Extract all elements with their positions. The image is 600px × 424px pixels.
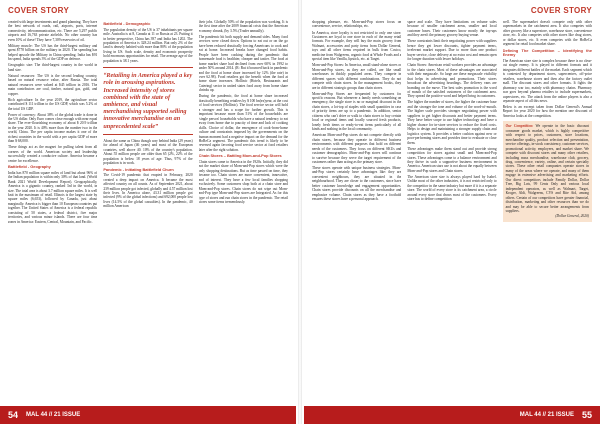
pull-quote: “Retailing in America played a key role in arousing aspirations. Increased intensity of stores combined with the state of ambience, and visual merchandising supported selling innovative merchandise on an unprecedented scale”: [103, 67, 192, 135]
right-page-header: [304, 0, 600, 18]
right-page-footer: [304, 406, 600, 424]
right-column-1: [312, 20, 401, 402]
excerpt-text: We operate in the basic discount consumer goods market, which is highly competitive with respect to prices, customers, store locations, merchandise quality, product selection and presentation, service offerings, in-stock consistency, customer services, promotional activity, employees, and market share. We compete with discount stores and many other retailers, including mass merchandise, warehouse club, grocery, drug, convenience, variety, online, and certain specialty stores. These other retail companies operate stores in many of the areas where we operate, and many of them engage in extensive advertising and marketing efforts. Our direct competitors include Family Dollar, Dollar Tree, Big Lots, 99 Cents Only and various local independent operators, as well as Walmart, Target, Kroger, Aldi, Walgreens, CVS and Rite Aid, among others. Certain of our competitors have greater financial, distribution, marketing and other resources than we do and may be able to secure better arrangements from suppliers.: [505, 124, 589, 213]
subhead-geography: Battlefield - Geography: [8, 164, 51, 170]
issue-label: MAL 44 // 21 ISSUE: [26, 412, 81, 418]
paragraph: These stores operate with unique business strategies. Mom-and-Pop stores certainly have advantages like: they are convenient neighbours, they are situated in the neighbourhood. They are closer to the customers, since have better customer knowledge and engagement opportunities. Chain stores provide discounts on all the merchandise and emphasize volume. Chain stores as they have a foothold ensures these stores have a personal approach.: [312, 166, 402, 202]
paragraph: Natural resources: The US is the second leading country, based on natural resource value, after Russia. The total natural resources were valued at $45 trillion in 2016. The main contributors are coal, timber, natural gas, gold, and copper.: [8, 73, 98, 96]
left-column-3: [199, 20, 288, 402]
subhead-competition: Defining The Competition – Identifying the Enemy: [502, 47, 592, 58]
paragraph: Chain stores came to America in the 1920s. Initially, they did not the market share of Mom-and-Pop stores which were the only shopping destinations. But as time passed on time, they became too. Chain stores are more convenient, innovative, and of interest. They have a few local families shopping exclusively. Some customers shop both at a chain store and Mom-and-Pop stores. Chain stores do not wipe out Mom-and-Pop type Mom-and-Pop stores are Integrated. As for this type of stores and run chain stores in the pandemic. The retail stores some items tremendously.: [198, 159, 288, 204]
issue-label: MAL 44 // 21 ISSUE: [519, 412, 574, 418]
paragraph: Chain Stores: American retail workers provides an advantage to the chain stores. Most of these advantages are associated with their megascale. So large are these megascale visibility that helps in advertising and promotions. Their stores broadcast the advertising heardings. The delivery vans are branding on the move. The best sales promotion is the word of mouth of the satisfied customers of the catchment area. They spread the positive word and helped bring in customers.: [407, 63, 497, 99]
section-label: COVER STORY: [530, 5, 592, 15]
paragraph: American Mom-and-Pop stores do not compete directly with chain stores, because they operate in different business environments with different purposes that hold on different needs of the customers. They focus on different SKUs and customer demographics. Mom-and-Pop stores will continue to survive because they serve the target requirement of the customers rather than acting as the primary store.: [312, 133, 402, 164]
paragraph: Power of currency: About 38% of the global trade is done in the US dollar. Only Euro comes close enough with near equal share. The ever-flourishing economy of about $ 20.9 trillion in the year 2020. It is 40% more than the number two in the world, China. The per capita income makes it one of the richest countries in the world with a per capita GDP of more than $ 68,000.: [8, 112, 98, 144]
paragraph: The Covid-19 pandemic that erupted in February, 2020 created a deep impact on America. It became the most affected country on all counts. As of September 2021, about 239 million people got infected, globally and 4.57 million lost their lives. In America alone, 43.31 million people got infected (9% of the global infections) and 692,000 people lost lives (14.5% of the global casualties). In the pandemic, 40 million American: [103, 173, 193, 209]
right-column-2: [407, 20, 496, 402]
subhead-chain-stores: Chain Stores – Battling Mom-and-Pop Stores: [198, 153, 282, 159]
subhead-demographic: Battlefield - Demographic: [103, 21, 151, 26]
paragraph: The pandemic hit both supply and demand sides. Many food services were closed down. Options to eat out or on the go have been reduced drastically forcing Americans to cook and eat at home. Increased breaks have changed food habits. People have been cooking during the pandemic that homemade food is healthier, cheaper and tastier. The food at home market share had declined from over 60% in 1992 to under 50% around 2014. (R: But it bounced back in pandemic and the food at home share increased by 12% (the rate) in over 62.98). Food retailers got the benefit when the food at home share increases. Hollinic (Hotels, Restaurants and Catering) sector in united states food away from home share shrinks up.: [198, 34, 288, 93]
spine-gutter: [298, 0, 302, 424]
left-column-2: [103, 20, 192, 402]
paragraph: These advantages make them stand out and provide strong competition for stores against small and Mom-and-Pop stores. These advantages come to a balance environment and they thrive in such a supportive business environment in America. American stars use is not about the equally between Mom-and-Pop stores and Chain stores.: [407, 146, 497, 173]
left-page-footer: [0, 406, 296, 424]
paragraph: The American store size is complex because there is no clear-cut single enemy. It is played in different formats and it integrates different battles of the market. Each segment which is contested by department stores, supercentres, off-price retailers, warehouse stores and then also the factory outlet mall. The discount stores and other formats. It fights the pharmacy war too, mainly with pharmacy chains. Pharmacy war goes beyond pharma retailers to include supermarkets, superstores, etc. The attack from the online players is also a separate aspect of all this news.: [502, 58, 592, 103]
competition-excerpt-box: [503, 121, 592, 222]
subhead-pandemic: Pandemic - Initiating Battlefield Churn: [103, 166, 174, 172]
paragraph: Geographic size: The third-largest country in the world in land size.: [8, 63, 98, 72]
paragraph: Mom-and-Pop Stores: In America, small stand-alone stores or Mom-and-Pop stores, as they are called, are like small warehouses in thickly populated areas. They compete in different spaces with different combinations. They do not compete with chain stores. In the management books, they are in different strategic groups than chain stores.: [312, 63, 402, 90]
left-column-1: [8, 20, 97, 402]
paragraph: These things act as the magnet for pulling talent from all corners of the world. American society and leadership successfully created a conducive culture. America became a centre for excellence.: [8, 145, 98, 163]
paragraph: The American store size is always played hard by Isabel. Unlike most of the other industries, it is not restricted only to the competitor in the same industry but more if it is a separate store. The world of every store is its catchment area, a circle around every store that draws most of the customers. Every store has to define competition: [407, 174, 497, 202]
paragraph: Below is an excerpt taken from Dollar General's Annual Report for year 2020 for how the mention one discount of America looks at the competition.: [502, 105, 592, 118]
paragraph: About the same as China though way behind India (29 years) for ahead of Japan (46 years) and most of the European countries, well above 40. 10% of the country's population. About 55 million people are older than 65 (2%, 22% of the population is below 18 years of age. Thus, 97% of the population is in work.: [103, 138, 193, 166]
paragraph: The population density of the US is 37 inhabitants per square mile. Australia is at 8, Canada at 11 or Russia at 23. Putting it in better perspective, China has 397 and India has 1202. The population of America is 328.24 million. But only 2% of the land is densely habited with more than 80% of the population living in US. Such scale, density and economic prosperity hold enormous opportunities for retail. The average age of the population is 38.1 years.: [103, 27, 193, 63]
left-page-columns: [8, 20, 288, 402]
paragraph: well. The supermarket doesn't compete only with other supermarkets in the catchment area. It also competes with other grocery like a superstore, warehouse store, convenience store, etc. It also competes with other stores like drug stores, or dollar stores, etc. It even competes with the HoReCa segment for retail food market share.: [502, 20, 592, 47]
right-page: [304, 0, 600, 424]
paragraph: space and scale. They have limitations on volume sales because of smaller catchment areas, smaller and local customer bases. Their customers know mostly the top-ups and they aren't the primary grocery buying venue.: [407, 20, 497, 38]
paragraph: Rich agriculture: In the year 2019, the agriculture sector contributed $ 111 trillion to the US GDP, which was 5.2% of the total US GDP.: [8, 97, 98, 111]
paragraph: India has 870 million square miles of land but about 96% of the Indian population is within only 30% of that land. (World Bank 2021 World Development Report). Geographically, America is a gigantic country, ranked 3rd in the world, in size. The total area is about 3.7 million square miles. It is well knit in the maximum of retail. Illinois is the largest state by square miles (6,653), followed by Canada, just about marginally. America is bigger than 10 European countries put together. The United States of America is a federal republic consisting of 50 states, a federal district, five major territories, and various minor islands. There are four time zones in America: Eastern, Central, Mountain, and Pacific.: [8, 170, 98, 224]
paragraph: created with large investments and grand planning. They have the best network of roads, rail, airports, ports, internet connectivity, telecommunication, etc. There are 5,297 public airports and 16,763 private airfields. No other country has even 10% of these! They have 7,309 reservoirs of oil.: [8, 20, 98, 42]
paragraph: These constraints limit their negotiating power with suppliers hence they get lower discounts, tighter payment terms, irrelevant market support. Due to more than one product buyer service, close delivery at no extra cost and remain open for longer duration with lesser holidays.: [407, 39, 497, 62]
paragraph: In America, store loyalty is not restricted to only one store. Customers are loyal to one store in each of the many retail formats. For example, they will buy the main grocery from Walmart, accessories and party items from Dollar General, toys and all other items required in bulk from Costco, medicine from Walgreens, organic food at Whole Foods and a special item like Vanilla, lipstick, etc. at Target.: [312, 30, 402, 62]
right-column-3: [503, 20, 592, 402]
paragraph: their jobs. Globally 50% of the population was working. It is the first time after the 2009 financial crisis that the American economy shrunk, (by 3.5% (Trader annually).: [198, 20, 288, 33]
page-number: 55: [581, 410, 592, 420]
excerpt-source: (Dollar General, 2020): [555, 214, 589, 219]
paragraph: Mom-and-Pop Stores are frequented by customers for specific reasons. But whenever a family needs something on emergency, the single store is no or marginal discount in the chain stores, a lot-top of staples with small quantities in case of priority items are up to a pandemic. In addition, senior citizens who can't drive or walk to chain stores to buy certain local or regional items and locally sourced fresh products, lonely fresh items or ready-to-eat items particularly of all kinds and nothing in the local community.: [312, 91, 402, 132]
left-page-header: [0, 0, 296, 18]
page-number: 54: [8, 410, 19, 420]
paragraph: Military muscle: The US has the third-largest military and spent $778 billion on the military in 2020. The spending has helped upscale the Military in China spending. India has $91 bn spend, India spends 3% of the GDP on defence.: [8, 43, 98, 62]
paragraph: shopping pleasure, etc. Mom-and-Pop stores focus on convenience, service, relationships, etc.: [312, 20, 402, 29]
right-page-columns: [312, 20, 592, 402]
paragraph: During the pandemic, the food at home share increased drastically benefiting retailers by $ 100 bn(ex)year, at the cost of food services (Hollinic). The food service sector will hold a stronger and has a scope for further growth. This is important because more than 51% of the households are 'single person' households who have a natural tendency to eat away from home due to paucity of time and lack of cooking skills. Choice of dollar, the emergence of cook-from-home culture and constraints imposed by the governments on the human moment had a negative impact on the demand for the HoReCa segment. The pandemic this trend is likely to be reversed again favoring food service sector at food retailers later after the right solution.: [198, 94, 288, 152]
paragraph: The higher the number of stores, the higher the customer base and the stronger the tone and volume of the word-of-mouth. The higher scale provides stronger negotiating power with suppliers to get higher discounts and better payment terms. They have better scope to use higher technology and have a higher chance for in-store services to reduce the fixed costs. Helps to design and maintaining a stronger supply chain and logistics system. It provides a better cushion against new or poor-performing stores and provides time to evaluate or close them.: [407, 100, 497, 145]
excerpt-title: Our Competition:: [505, 124, 534, 129]
left-page: [0, 0, 296, 424]
section-label: COVER STORY: [8, 5, 70, 15]
